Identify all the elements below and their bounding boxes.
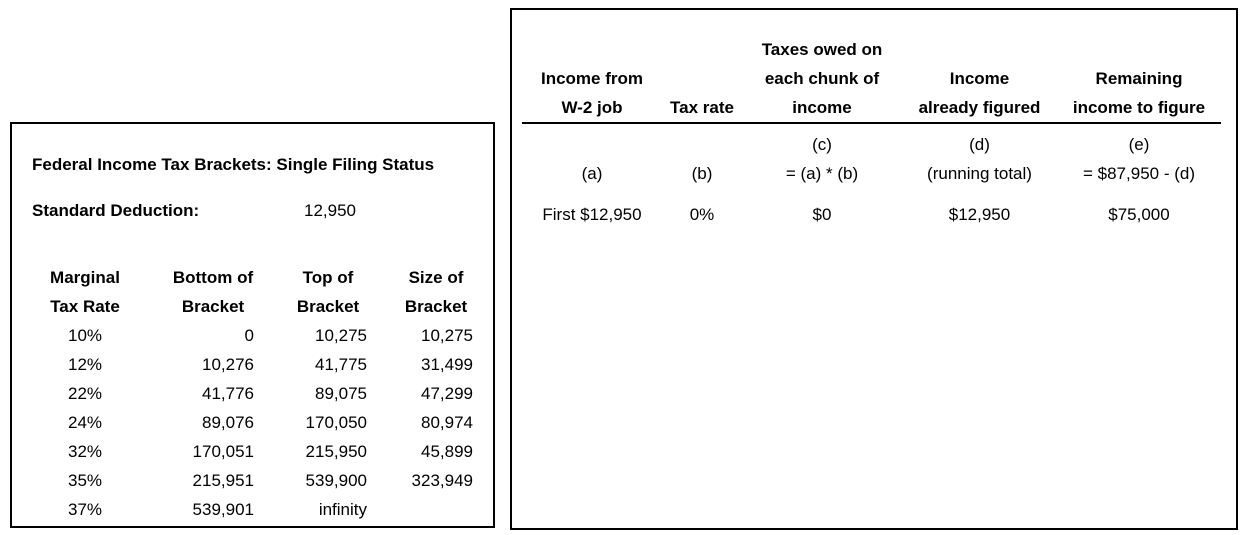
column-header-line: already figured: [918, 98, 1041, 117]
column-header-line: Tax Rate: [50, 297, 120, 316]
column-header-line: Bracket: [296, 297, 360, 316]
column-header-line: Taxes owed on: [761, 40, 883, 59]
standard-deduction-row: [32, 196, 493, 225]
column-header-line: Tax rate: [670, 98, 734, 117]
subheader-line: (a): [581, 164, 603, 183]
standard-deduction-value: 12,950: [304, 201, 356, 220]
column-header-tax-rate: [662, 10, 742, 123]
column-header-line: Bracket: [181, 297, 245, 316]
cell-tax-rate: 0%: [689, 205, 715, 224]
subheader-b: [662, 123, 742, 188]
bracket-row: [26, 408, 480, 437]
column-header-line: Size of: [408, 268, 464, 287]
column-header-income-already-figured: [902, 10, 1057, 123]
bracket-top-cell: 41,775: [315, 355, 367, 374]
column-header-line: Marginal: [50, 268, 120, 287]
bracket-header-row: [26, 263, 480, 321]
bracket-bottom-cell: 89,076: [202, 413, 254, 432]
column-header-bracket-size: [374, 263, 480, 321]
subheader-line: (c): [812, 135, 832, 154]
bracket-row: [26, 379, 480, 408]
column-header-line: Income from: [540, 69, 644, 88]
worksheet-subheader-row: [522, 123, 1221, 188]
subheader-line: (d): [969, 135, 990, 154]
bracket-top-cell: 539,900: [305, 471, 367, 490]
cell-income-chunk: First $12,950: [542, 205, 642, 224]
marginal-rate-cell: 12%: [67, 355, 103, 374]
column-header-line: Remaining: [1095, 69, 1183, 88]
cell-remaining-income: $75,000: [1108, 205, 1170, 224]
column-header-remaining-income: [1057, 10, 1221, 123]
subheader-line: = (a) * (b): [785, 164, 859, 183]
worksheet-table: [522, 10, 1221, 229]
bracket-bottom-cell: 539,901: [192, 500, 254, 519]
bracket-table: [26, 263, 480, 524]
column-header-bracket-top: [264, 263, 374, 321]
bracket-size-cell: 45,899: [421, 442, 473, 461]
bracket-row: [26, 495, 480, 524]
bracket-size-cell: 47,299: [421, 384, 473, 403]
bracket-bottom-cell: 41,776: [202, 384, 254, 403]
bracket-bottom-cell: 0: [244, 326, 254, 345]
bracket-top-cell: 170,050: [305, 413, 367, 432]
column-header-bracket-bottom: [144, 263, 264, 321]
worksheet-data-row: [522, 188, 1221, 229]
bracket-top-cell: 215,950: [305, 442, 367, 461]
bracket-top-cell: 89,075: [315, 384, 367, 403]
column-header-line: income: [792, 98, 852, 117]
worksheet-header-row: [522, 10, 1221, 123]
column-header-line: Top of: [302, 268, 354, 287]
bracket-row: [26, 350, 480, 379]
bracket-top-cell: infinity: [318, 500, 367, 519]
bracket-size-cell: 80,974: [421, 413, 473, 432]
bracket-bottom-cell: 215,951: [192, 471, 254, 490]
column-header-line: income to figure: [1072, 98, 1206, 117]
subheader-line: = $87,950 - (d): [1083, 164, 1195, 183]
marginal-rate-cell: 37%: [67, 500, 103, 519]
column-header-taxes-owed: [742, 10, 902, 123]
column-header-line: Bracket: [404, 297, 468, 316]
subheader-e: [1057, 123, 1221, 188]
bracket-bottom-cell: 170,051: [192, 442, 254, 461]
column-header-line: each chunk of: [764, 69, 880, 88]
column-header-line: Bottom of: [172, 268, 254, 287]
marginal-rate-cell: 35%: [67, 471, 103, 490]
subheader-line: (e): [1128, 135, 1150, 154]
bracket-bottom-cell: 10,276: [202, 355, 254, 374]
marginal-rate-cell: 10%: [67, 326, 103, 345]
marginal-rate-cell: 24%: [67, 413, 103, 432]
column-header-line: Income: [949, 69, 1010, 88]
bracket-row: [26, 321, 480, 350]
marginal-rate-cell: 22%: [67, 384, 103, 403]
subheader-a: [522, 123, 662, 188]
bracket-row: [26, 437, 480, 466]
marginal-rate-cell: 32%: [67, 442, 103, 461]
bracket-size-cell: 10,275: [421, 326, 473, 345]
bracket-row: [26, 466, 480, 495]
standard-deduction-label: Standard Deduction:: [32, 201, 200, 220]
cell-running-total: $12,950: [948, 205, 1011, 224]
subheader-line: (b): [691, 164, 713, 183]
column-header-line: W-2 job: [561, 98, 623, 117]
subheader-line: (running total): [927, 164, 1032, 183]
bracket-size-cell: 31,499: [421, 355, 473, 374]
subheader-c: [742, 123, 902, 188]
cell-taxes-owed: $0: [812, 205, 832, 224]
subheader-d: [902, 123, 1057, 188]
bracket-top-cell: 10,275: [315, 326, 367, 345]
tax-brackets-box: [10, 122, 495, 528]
column-header-income-from-w2: [522, 10, 662, 123]
tax-worksheet-box: [510, 8, 1238, 530]
column-header-marginal-rate: [26, 263, 144, 321]
tax-brackets-title: Federal Income Tax Brackets: Single Filing Status: [32, 155, 435, 174]
bracket-size-cell: 323,949: [411, 471, 473, 490]
bracket-size-cell: [374, 495, 480, 524]
